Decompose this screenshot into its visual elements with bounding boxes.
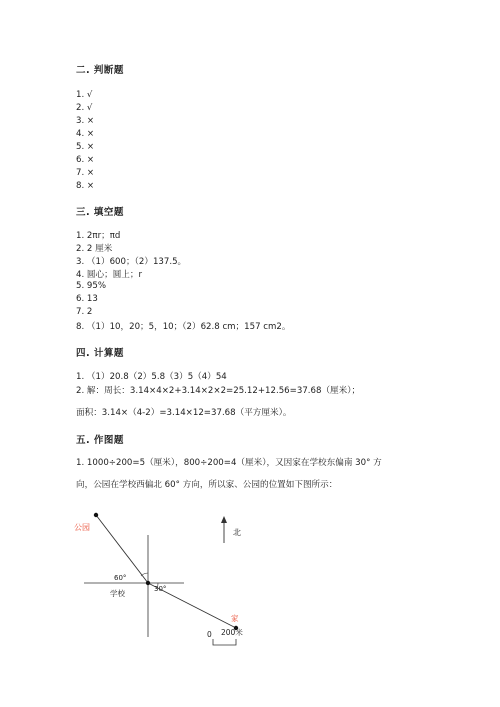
judge-answer-1: 1. √: [76, 90, 93, 100]
judge-answer-4: 4. ×: [76, 129, 95, 139]
calc-answer-1: 1. （1）20.8（2）5.8（3）5（4）54: [76, 372, 227, 382]
fill-answer-6: 6. 13: [76, 294, 98, 304]
park-label: 公园: [74, 523, 90, 532]
angle-30-label: 30°: [154, 585, 167, 593]
draw-text-line-1: 1. 1000÷200=5（厘米），800÷200=4（厘米），又因家在学校东偏南 30° 方: [76, 458, 382, 468]
north-label: 北: [233, 528, 241, 537]
judge-answer-3: 3. ×: [76, 116, 95, 126]
fill-answer-8: 8. （1）10，20；5，10；（2）62.8 cm；157 cm2。: [76, 322, 291, 332]
section-title-draw: 五. 作图题: [76, 435, 124, 446]
location-diagram: [60, 505, 320, 655]
judge-answer-8: 8. ×: [76, 181, 95, 191]
draw-text-line-2: 向，公园在学校西偏北 60° 方向，所以家、公园的位置如下图所示：: [76, 480, 338, 490]
judge-answer-7: 7. ×: [76, 168, 95, 178]
scale-bar: [213, 639, 236, 645]
fill-answer-1: 1. 2πr；πd: [76, 231, 121, 241]
judge-answer-6: 6. ×: [76, 155, 95, 165]
section-title-judge: 二. 判断题: [76, 65, 124, 76]
home-label: 家: [231, 614, 239, 623]
calc-answer-3: 面积：3.14×（4-2）=3.14×12=37.68（平方厘米）。: [76, 408, 292, 418]
scale-label: 200米: [221, 628, 243, 637]
school-label: 学校: [110, 589, 125, 598]
section-title-calc: 四. 计算题: [76, 348, 124, 359]
north-arrow-icon: [221, 516, 227, 523]
park-point: [94, 513, 98, 517]
angle-60-label: 60°: [114, 574, 127, 582]
fill-answer-7: 7. 2: [76, 307, 93, 317]
fill-answer-4: 4. 圆心；圆上；r: [76, 270, 143, 280]
calc-answer-2: 2. 解：周长：3.14×4×2+3.14×2×2=25.12+12.56=37.68（厘米）；: [76, 386, 361, 396]
judge-answer-2: 2. √: [76, 103, 93, 113]
fill-answer-3: 3. （1）600；（2）137.5。: [76, 257, 187, 267]
school-point: [146, 581, 150, 585]
section-title-fill: 三. 填空题: [76, 207, 124, 218]
park-direction-line: [96, 515, 148, 583]
fill-answer-2: 2. 2 厘米: [76, 244, 113, 254]
scale-zero-label: 0: [207, 630, 212, 639]
judge-answer-5: 5. ×: [76, 142, 95, 152]
fill-answer-5: 5. 95%: [76, 281, 107, 291]
